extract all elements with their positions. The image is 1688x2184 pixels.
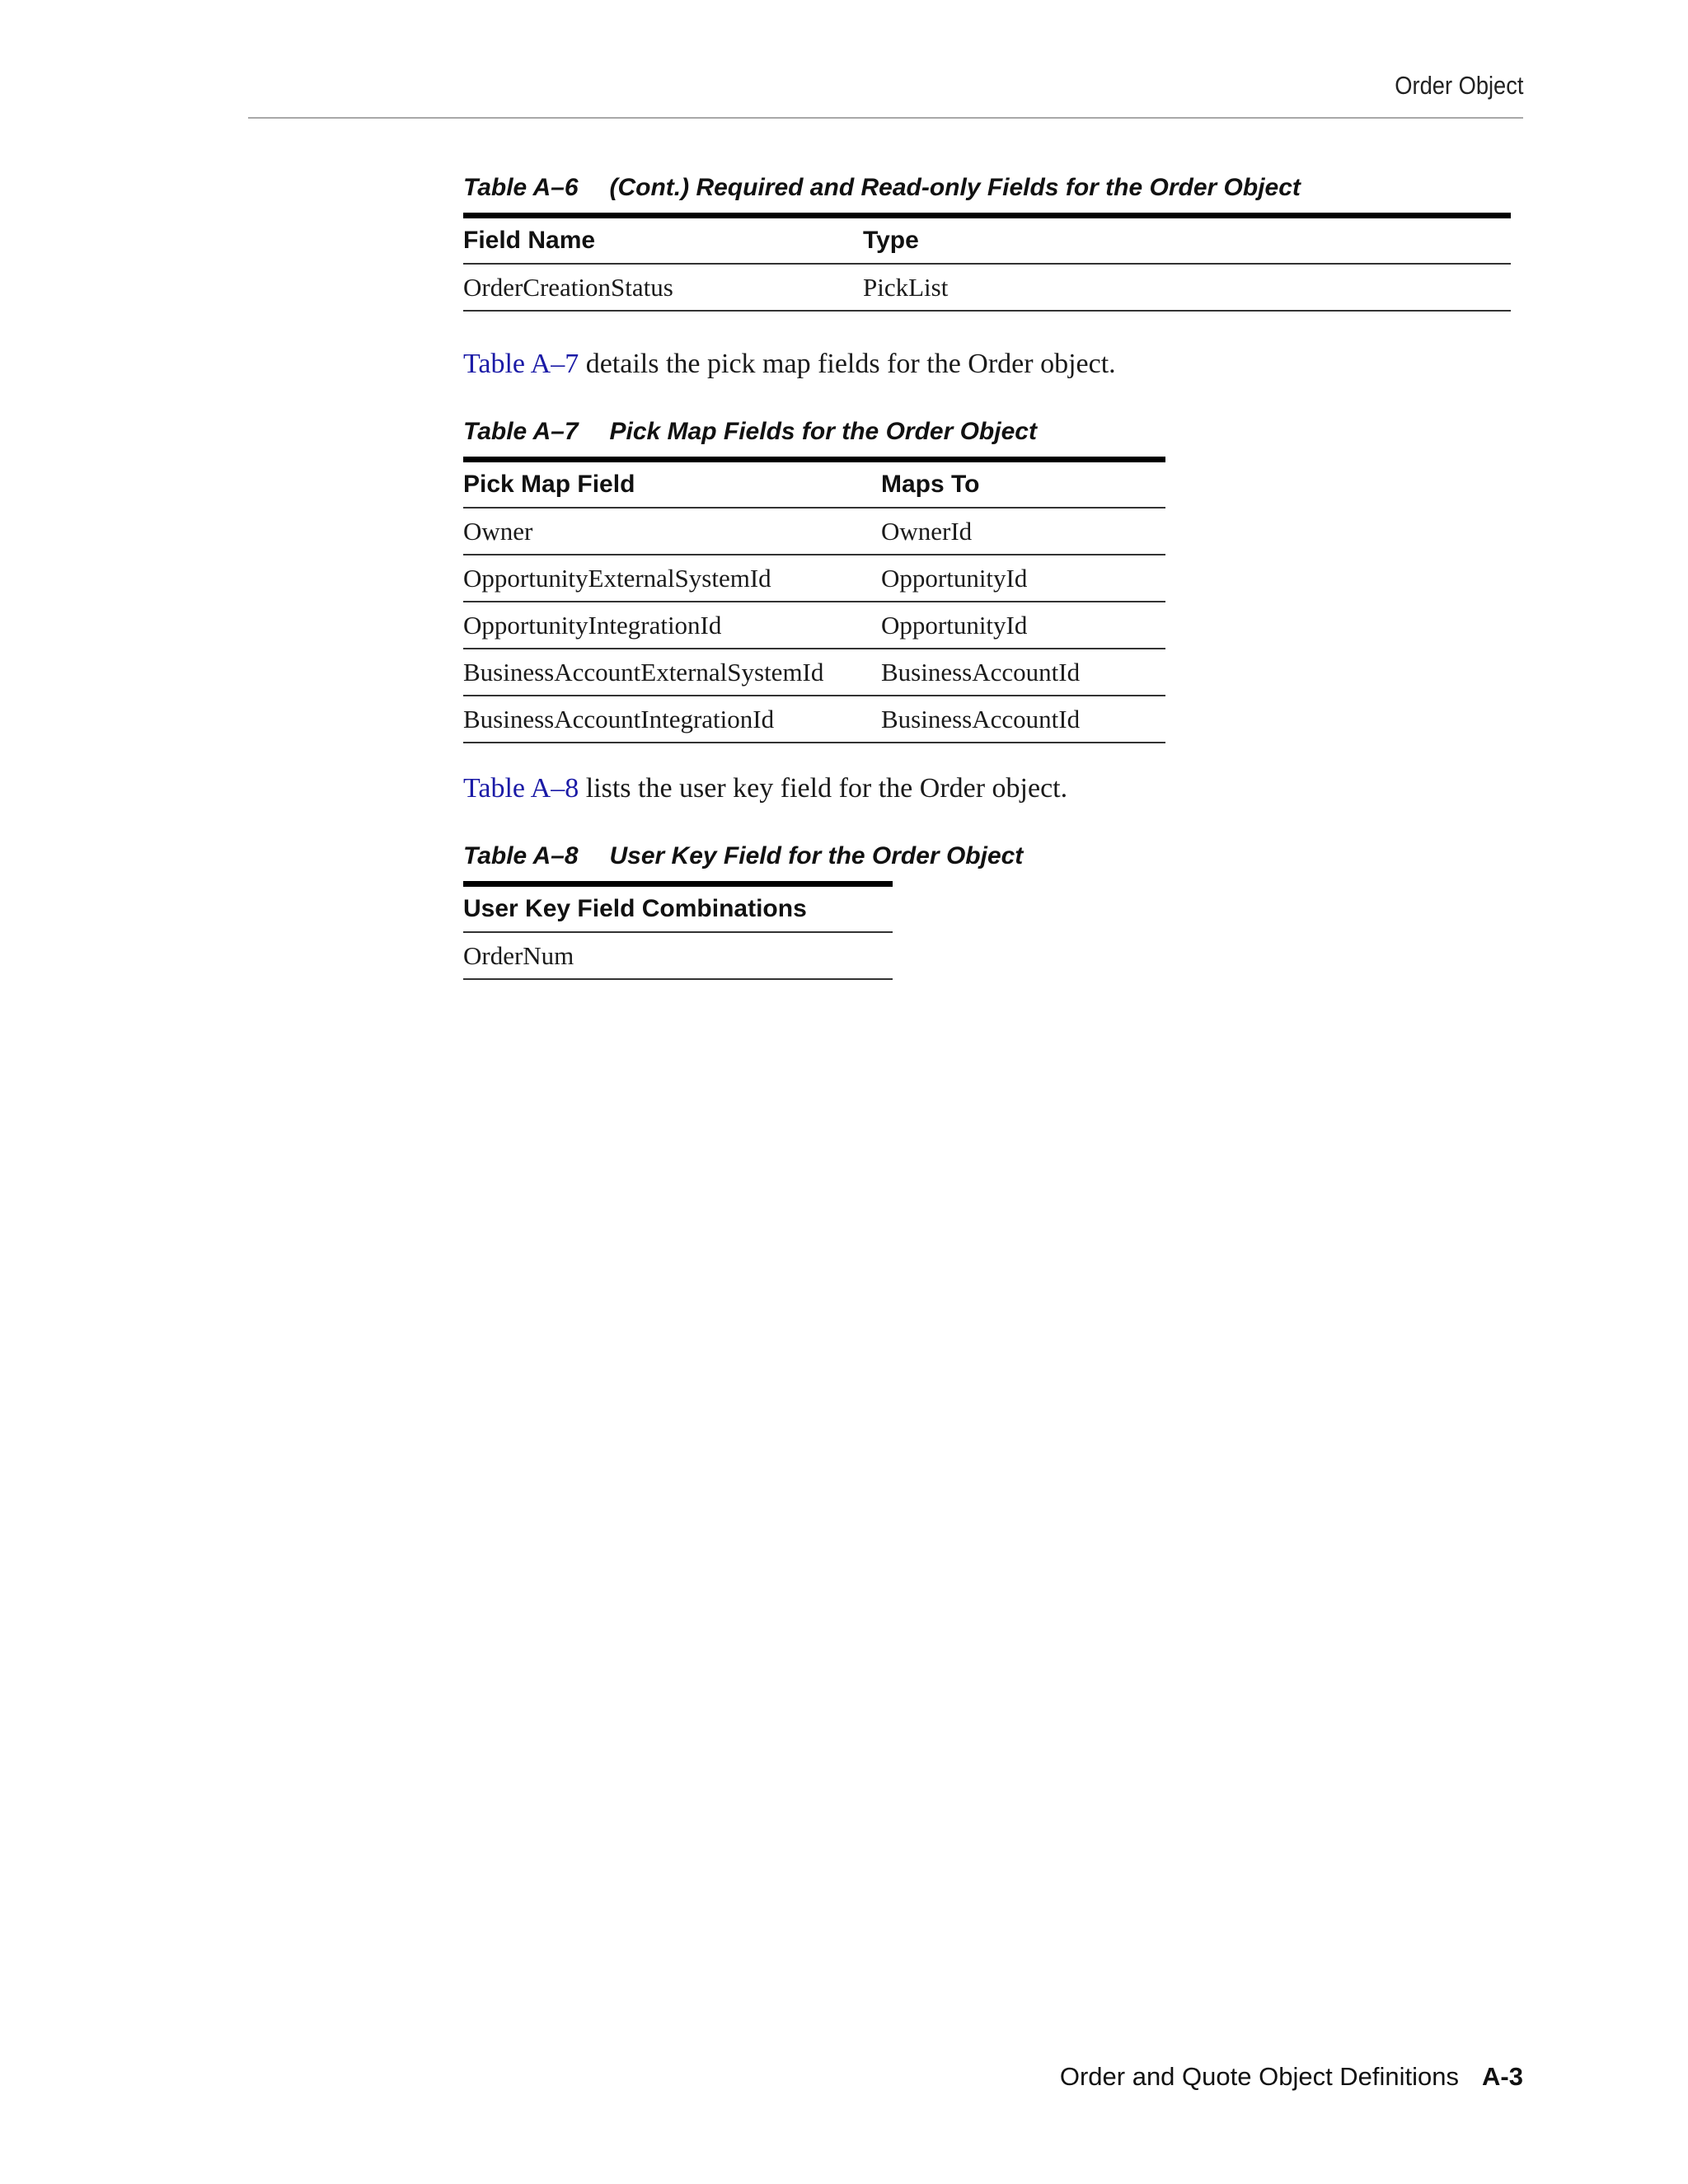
page-header [248,71,1523,119]
cell-maps-to: OpportunityId [881,555,1165,602]
cell-field-name: OrderCreationStatus [463,264,863,311]
cell-maps-to: OwnerId [881,508,1165,555]
table-row [463,555,1165,602]
cell-maps-to: OpportunityId [881,602,1165,649]
column-header-field-name: Field Name [463,216,863,265]
table-row [463,264,1511,311]
table-row [463,696,1165,743]
cell-maps-to: BusinessAccountId [881,696,1165,743]
table-a8-caption-number: Table A–8 [463,842,579,869]
paragraph-text: details the pick map fields for the Order object. [579,349,1116,379]
table-a6-caption-number: Table A–6 [463,174,579,201]
column-header-type: Type [863,216,1511,265]
cell-pick-map-field: BusinessAccountExternalSystemId [463,649,881,696]
page-footer [1060,2062,1523,2092]
cell-type: PickList [863,264,1511,311]
table-header-row [463,216,1511,265]
paragraph-table-a7-intro [463,349,1116,380]
table-a7-caption [463,417,1165,447]
table-a8-link[interactable]: Table A–8 [463,773,579,804]
table-a6-caption [463,173,1511,203]
cell-pick-map-field: OpportunityExternalSystemId [463,555,881,602]
running-header-title: Order Object [1394,71,1523,100]
table-row [463,508,1165,555]
cell-pick-map-field: Owner [463,508,881,555]
footer-page-number: A-3 [1482,2062,1523,2091]
table-a8-caption-title: User Key Field for the Order Object [609,842,1024,869]
footer-chapter-title: Order and Quote Object Definitions [1059,2062,1460,2091]
table-a6 [463,213,1511,312]
table-a7-block [463,417,1165,743]
table-a8-caption [463,841,1023,871]
table-a8-block [463,841,1023,980]
table-header-row [463,884,893,933]
cell-maps-to: BusinessAccountId [881,649,1165,696]
column-header-pick-map-field: Pick Map Field [463,460,881,509]
table-header-row [463,460,1165,509]
table-a8 [463,881,893,980]
table-a6-caption-title: (Cont.) Required and Read-only Fields for the Order Object [609,174,1301,201]
table-a7-caption-number: Table A–7 [463,418,579,445]
paragraph-table-a8-intro [463,773,1067,804]
table-a7-caption-title: Pick Map Fields for the Order Object [609,418,1037,445]
table-a7 [463,457,1165,743]
column-header-user-key-field-combinations: User Key Field Combinations [463,884,893,933]
table-row [463,649,1165,696]
table-a7-link[interactable]: Table A–7 [463,349,579,379]
column-header-maps-to: Maps To [881,460,1165,509]
table-a6-block [463,173,1511,312]
table-row [463,602,1165,649]
paragraph-text: lists the user key field for the Order object. [579,773,1068,804]
cell-pick-map-field: BusinessAccountIntegrationId [463,696,881,743]
cell-user-key-field: OrderNum [463,932,893,979]
table-row [463,932,893,979]
cell-pick-map-field: OpportunityIntegrationId [463,602,881,649]
